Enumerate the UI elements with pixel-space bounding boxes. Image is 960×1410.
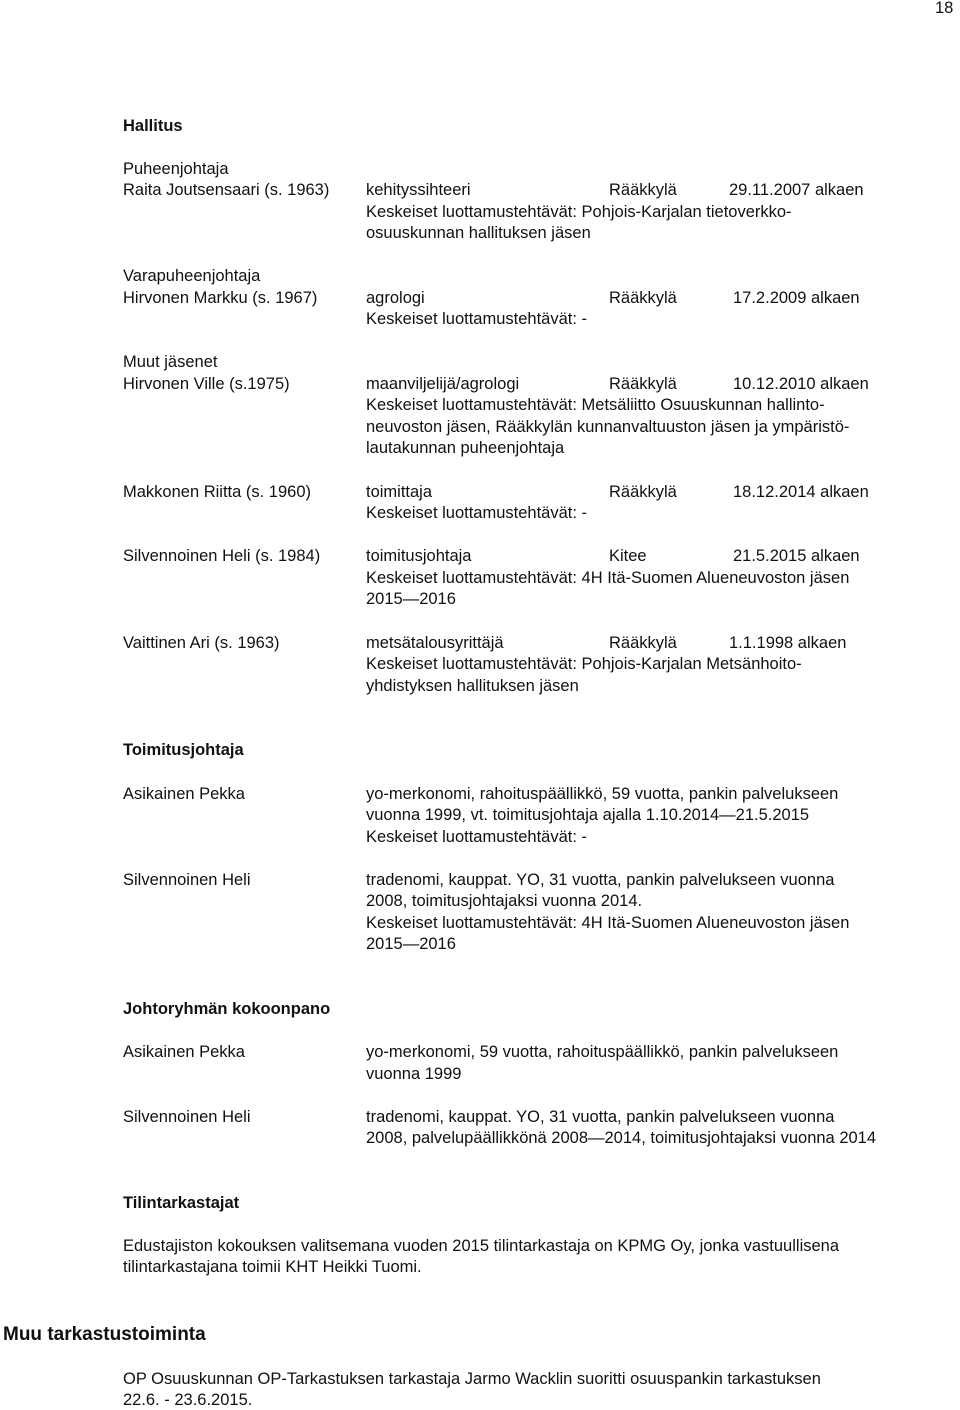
member-place: Rääkkylä <box>609 483 677 501</box>
member-since: 17.2.2009 alkaen <box>733 289 860 307</box>
member-name: Raita Joutsensaari (s. 1963) <box>123 181 330 199</box>
person-detail: vuonna 1999 <box>366 1065 462 1083</box>
auditor-text: Edustajiston kokouksen valitsemana vuoden 2015 tilintarkastaja on KPMG Oy, jonka vastuullisena <box>123 1237 840 1255</box>
member-duties: Keskeiset luottamustehtävät: Pohjois-Karjalan tietoverkko- <box>366 203 792 221</box>
person-detail: 2015—2016 <box>366 935 456 953</box>
person-name: Asikainen Pekka <box>123 1043 245 1061</box>
member-duties: Keskeiset luottamustehtävät: 4H Itä-Suomen Alueneuvoston jäsen <box>366 569 850 587</box>
member-since: 29.11.2007 alkaen <box>729 181 864 199</box>
member-name: Vaittinen Ari (s. 1963) <box>123 634 280 652</box>
person-detail: yo-merkonomi, rahoituspäällikkö, 59 vuotta, pankin palvelukseen <box>366 785 839 803</box>
member-name: Hirvonen Ville (s.1975) <box>123 375 290 393</box>
member-place: Rääkkylä <box>609 634 677 652</box>
member-duties: neuvoston jäsen, Rääkkylän kunnanvaltuuston jäsen ja ympäristö- <box>366 418 850 436</box>
person-detail: 2008, toimitusjohtajaksi vuonna 2014. <box>366 892 643 910</box>
page-number: 18 <box>935 0 954 17</box>
person-detail: vuonna 1999, vt. toimitusjohtaja ajalla 1.10.2014—21.5.2015 <box>366 806 810 824</box>
member-occupation: agrologi <box>366 289 425 307</box>
member-occupation: toimittaja <box>366 483 433 501</box>
member-place: Kitee <box>609 547 647 565</box>
person-detail: 2008, palvelupäällikkönä 2008—2014, toimitusjohtajaksi vuonna 2014 <box>366 1129 877 1147</box>
member-place: Rääkkylä <box>609 289 677 307</box>
role-title-vice: Varapuheenjohtaja <box>123 267 261 285</box>
member-since: 18.12.2014 alkaen <box>733 483 869 501</box>
person-detail: tradenomi, kauppat. YO, 31 vuotta, pankin palvelukseen vuonna <box>366 1108 835 1126</box>
auditor-text: tilintarkastajana toimii KHT Heikki Tuomi. <box>123 1258 422 1276</box>
member-duties: Keskeiset luottamustehtävät: - <box>366 310 588 328</box>
member-duties: Keskeiset luottamustehtävät: - <box>366 504 588 522</box>
section-heading-johtoryhma: Johtoryhmän kokoonpano <box>123 1000 331 1018</box>
person-detail: tradenomi, kauppat. YO, 31 vuotta, pankin palvelukseen vuonna <box>366 871 835 889</box>
member-name: Hirvonen Markku (s. 1967) <box>123 289 318 307</box>
member-duties: 2015—2016 <box>366 590 456 608</box>
member-duties: yhdistyksen hallituksen jäsen <box>366 677 579 695</box>
role-title-others: Muut jäsenet <box>123 353 218 371</box>
inspection-text: OP Osuuskunnan OP-Tarkastuksen tarkastaja Jarmo Wacklin suoritti osuuspankin tarkastuksen <box>123 1370 821 1388</box>
member-since: 1.1.1998 alkaen <box>729 634 847 652</box>
member-duties: Keskeiset luottamustehtävät: Pohjois-Karjalan Metsänhoito- <box>366 655 802 673</box>
section-heading-toimitusjohtaja: Toimitusjohtaja <box>123 741 244 759</box>
member-name: Silvennoinen Heli (s. 1984) <box>123 547 321 565</box>
member-duties: osuuskunnan hallituksen jäsen <box>366 224 591 242</box>
role-title-chair: Puheenjohtaja <box>123 160 229 178</box>
person-detail: Keskeiset luottamustehtävät: 4H Itä-Suomen Alueneuvoston jäsen <box>366 914 850 932</box>
section-heading-tilintarkastajat: Tilintarkastajat <box>123 1194 240 1212</box>
member-place: Rääkkylä <box>609 181 677 199</box>
person-detail: yo-merkonomi, 59 vuotta, rahoituspäällikkö, pankin palvelukseen <box>366 1043 839 1061</box>
person-name: Silvennoinen Heli <box>123 1108 251 1126</box>
member-occupation: maanviljelijä/agrologi <box>366 375 520 393</box>
member-duties: lautakunnan puheenjohtaja <box>366 439 565 457</box>
section-heading-hallitus: Hallitus <box>123 117 183 135</box>
member-place: Rääkkylä <box>609 375 677 393</box>
section-heading-muu-tarkastustoiminta: Muu tarkastustoiminta <box>3 1324 206 1345</box>
member-name: Makkonen Riitta (s. 1960) <box>123 483 312 501</box>
inspection-text: 22.6. - 23.6.2015. <box>123 1391 253 1409</box>
member-occupation: kehityssihteeri <box>366 181 471 199</box>
member-occupation: toimitusjohtaja <box>366 547 472 565</box>
person-name: Silvennoinen Heli <box>123 871 251 889</box>
member-duties: Keskeiset luottamustehtävät: Metsäliitto Osuuskunnan hallinto- <box>366 396 825 414</box>
member-occupation: metsätalousyrittäjä <box>366 634 504 652</box>
person-detail: Keskeiset luottamustehtävät: - <box>366 828 588 846</box>
member-since: 10.12.2010 alkaen <box>733 375 869 393</box>
person-name: Asikainen Pekka <box>123 785 245 803</box>
member-since: 21.5.2015 alkaen <box>733 547 860 565</box>
